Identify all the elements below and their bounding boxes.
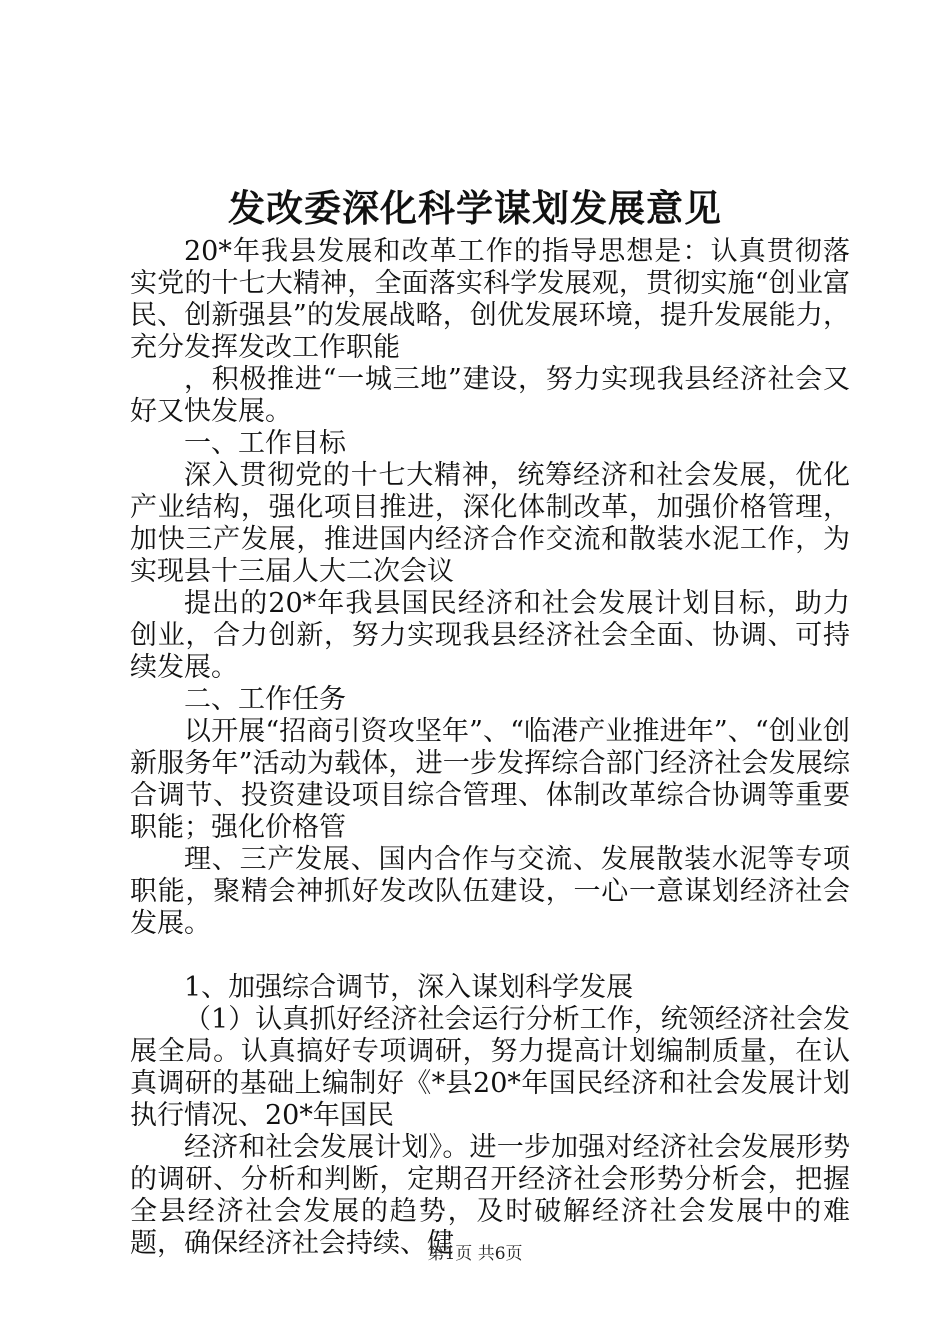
paragraph-work-tasks: 以开展“招商引资攻坚年”、“临港产业推进年”、“创业创新服务年”活动为载体，进一步发挥综合部门经济社会发展综合调节、投资建设项目综合管理、体制改革综合协调等重要职能；强化价格管 <box>130 716 850 843</box>
paragraph-work-goals-cont: 提出的20*年我县国民经济和社会发展计划目标，助力创业，合力创新，努力实现我县经济社会全面、协调、可持续发展。 <box>130 588 850 683</box>
document-title: 发改委深化科学谋划发展意见 <box>228 186 722 230</box>
paragraph-guiding-ideology-cont: ，积极推进“一城三地”建设，努力实现我县经济社会又好又快发展。 <box>130 364 850 427</box>
paragraph-guiding-ideology: 20*年我县发展和改革工作的指导思想是：认真贯彻落实党的十七大精神，全面落实科学发展观，贯彻实施“创业富民、创新强县”的发展战略，创优发展环境，提升发展能力，充分发挥发改工作职能 <box>130 236 850 363</box>
paragraph-item-1: （1）认真抓好经济社会运行分析工作，统领经济社会发展全局。认真搞好专项调研，努力提高计划编制质量，在认真调研的基础上编制好《*县20*年国民经济和社会发展计划执行情况、20*年国民 <box>130 1004 850 1131</box>
heading-work-tasks: 二、工作任务 <box>184 684 346 715</box>
heading-work-goals: 一、工作目标 <box>184 428 346 459</box>
heading-comprehensive-regulation: 1、加强综合调节，深入谋划科学发展 <box>184 972 634 1003</box>
page-footer: 第1页 共6页 <box>427 1244 523 1264</box>
paragraph-item-1-cont: 经济和社会发展计划》。进一步加强对经济社会发展形势的调研、分析和判断，定期召开经济社会形势分析会，把握全县经济社会发展的趋势，及时破解经济社会发展中的难题，确保经济社会持续、健 <box>130 1132 850 1259</box>
paragraph-gap <box>130 940 850 972</box>
document-body <box>130 236 850 1260</box>
paragraph-work-tasks-cont: 理、三产发展、国内合作与交流、发展散装水泥等专项职能，聚精会神抓好发改队伍建设，一心一意谋划经济社会发展。 <box>130 844 850 939</box>
paragraph-work-goals: 深入贯彻党的十七大精神，统筹经济和社会发展，优化产业结构，强化项目推进，深化体制改革，加强价格管理，加快三产发展，推进国内经济合作交流和散装水泥工作，为实现县十三届人大二次会议 <box>130 460 850 587</box>
